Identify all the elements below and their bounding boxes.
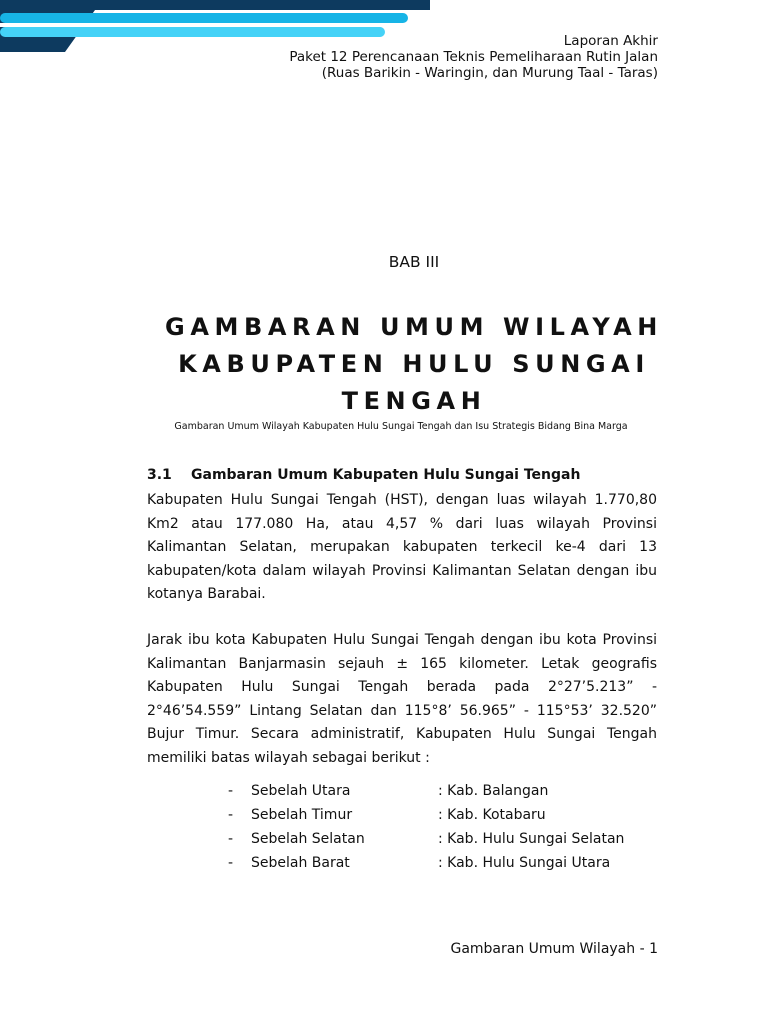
header-project-name: Paket 12 Perencanaan Teknis Pemeliharaan Rutin Jalan (289, 49, 658, 65)
header-report-type: Laporan Akhir (563, 33, 658, 49)
chapter-title (148, 309, 680, 420)
boundary-direction: Sebelah Barat (251, 855, 350, 871)
decoration-cyan-stripe (0, 13, 408, 23)
section-title: Gambaran Umum Kabupaten Hulu Sungai Tengah (191, 467, 581, 483)
chapter-title-line: TENGAH (341, 387, 487, 415)
chapter-title-line: KABUPATEN HULU SUNGAI (178, 350, 650, 378)
boundary-direction: Sebelah Selatan (251, 831, 365, 847)
boundary-direction: Sebelah Utara (251, 783, 351, 799)
list-dash: - (228, 855, 234, 871)
boundary-item (228, 851, 624, 875)
boundary-value: : Kab. Hulu Sungai Utara (438, 855, 611, 871)
list-dash: - (228, 807, 234, 823)
boundary-direction: Sebelah Timur (251, 807, 353, 823)
boundary-list (228, 779, 624, 875)
section-heading (147, 467, 667, 483)
boundary-value: : Kab. Kotabaru (438, 807, 546, 823)
paragraph-geography-description: Jarak ibu kota Kabupaten Hulu Sungai Tengah dengan ibu kota Provinsi Kalimantan Banjarmasin sejauh ± 165 kilometer. Letak geografis Kabupaten Hulu Sungai Tengah berada pada 2°27’5.213” - 2°46’54.559” Lintang Selatan dan 115°8’ 56.965” - 115°53’ 32.520” Bujur Timur. Secara administratif, Kabupaten Hulu Sungai Tengah memiliki batas wilayah sebagai berikut : (147, 632, 657, 766)
boundary-item (228, 827, 624, 851)
chapter-subtitle: Gambaran Umum Wilayah Kabupaten Hulu Sungai Tengah dan Isu Strategis Bidang Bina Marga (174, 421, 628, 432)
boundary-item (228, 803, 624, 827)
boundary-value: : Kab. Hulu Sungai Selatan (438, 831, 625, 847)
chapter-title-line: GAMBARAN UMUM WILAYAH (165, 313, 663, 341)
paragraph-area-description: Kabupaten Hulu Sungai Tengah (HST), dengan luas wilayah 1.770,80 Km2 atau 177.080 Ha, atau 4,57 % dari luas wilayah Provinsi Kalimantan Selatan, merupakan kabupaten terkecil ke-4 dari 13 kabupaten/kota dalam wilayah Provinsi Kalimantan Selatan dengan ibu kotanya Barabai. (147, 492, 657, 602)
boundary-item (228, 779, 624, 803)
boundary-value: : Kab. Balangan (438, 783, 549, 799)
page-footer: Gambaran Umum Wilayah - 1 (450, 941, 658, 957)
chapter-label: BAB III (388, 253, 440, 271)
document-header (289, 33, 658, 81)
list-dash: - (228, 783, 234, 799)
decoration-white-gap (0, 23, 100, 27)
section-number: 3.1 (147, 467, 172, 483)
header-road-segments: (Ruas Barikin - Waringin, dan Murung Taal - Taras) (321, 65, 658, 81)
list-dash: - (228, 831, 234, 847)
